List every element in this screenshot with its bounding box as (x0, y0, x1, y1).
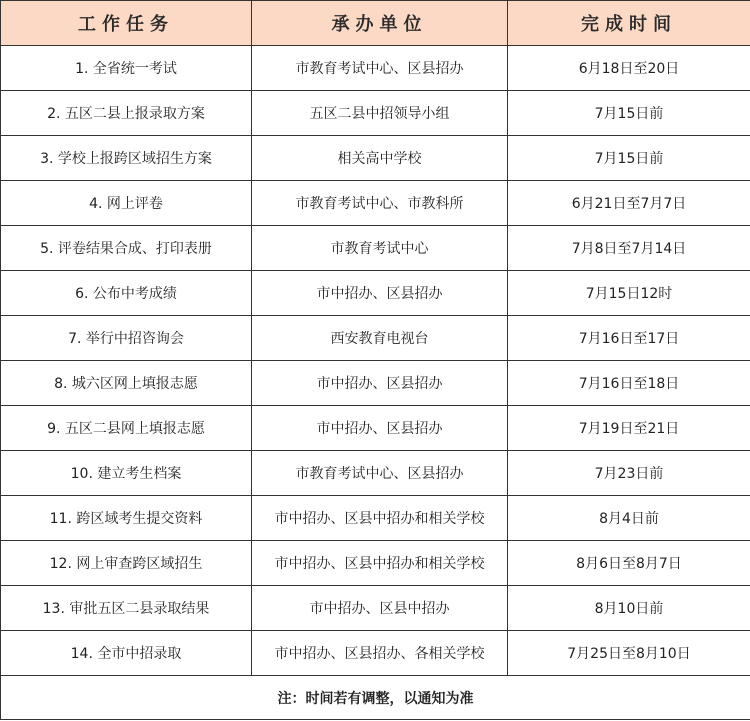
header-org: 承办单位 (252, 1, 508, 46)
table-row (1, 271, 750, 316)
org-cell: 市教育考试中心、区县招办 (252, 451, 508, 496)
time-cell: 6月21日至7月7日 (508, 181, 750, 226)
table-row (1, 406, 750, 451)
task-cell: 7. 举行中招咨询会 (1, 316, 252, 361)
task-cell: 4. 网上评卷 (1, 181, 252, 226)
task-cell: 8. 城六区网上填报志愿 (1, 361, 252, 406)
task-cell: 14. 全市中招录取 (1, 631, 252, 676)
table-row (1, 226, 750, 271)
table-header (1, 1, 750, 46)
time-cell: 6月18日至20日 (508, 46, 750, 91)
table-row (1, 91, 750, 136)
org-cell: 市教育考试中心、区县招办 (252, 46, 508, 91)
task-cell: 12. 网上审查跨区域招生 (1, 541, 252, 586)
task-cell: 11. 跨区域考生提交资料 (1, 496, 252, 541)
task-cell: 10. 建立考生档案 (1, 451, 252, 496)
org-cell: 市中招办、区县中招办和相关学校 (252, 541, 508, 586)
note-text: 注：时间若有调整，以通知为准 (1, 676, 750, 720)
time-cell: 8月6日至8月7日 (508, 541, 750, 586)
time-cell: 7月16日至18日 (508, 361, 750, 406)
time-cell: 7月15日前 (508, 136, 750, 181)
org-cell: 市中招办、区县中招办 (252, 586, 508, 631)
time-cell: 7月16日至17日 (508, 316, 750, 361)
header-time: 完成时间 (508, 1, 750, 46)
time-cell: 7月15日12时 (508, 271, 750, 316)
org-cell: 西安教育电视台 (252, 316, 508, 361)
org-cell: 市中招办、区县招办 (252, 406, 508, 451)
time-cell: 8月10日前 (508, 586, 750, 631)
table-row (1, 181, 750, 226)
task-cell: 3. 学校上报跨区域招生方案 (1, 136, 252, 181)
org-cell: 市中招办、区县招办 (252, 271, 508, 316)
header-row (1, 1, 750, 46)
table-row (1, 46, 750, 91)
org-cell: 市中招办、区县招办、各相关学校 (252, 631, 508, 676)
org-cell: 五区二县中招领导小组 (252, 91, 508, 136)
org-cell: 市中招办、区县中招办和相关学校 (252, 496, 508, 541)
time-cell: 7月19日至21日 (508, 406, 750, 451)
time-cell: 7月23日前 (508, 451, 750, 496)
table-row (1, 136, 750, 181)
table-row (1, 496, 750, 541)
task-cell: 1. 全省统一考试 (1, 46, 252, 91)
table-row (1, 586, 750, 631)
table-row (1, 541, 750, 586)
task-cell: 13. 审批五区二县录取结果 (1, 586, 252, 631)
time-cell: 7月25日至8月10日 (508, 631, 750, 676)
org-cell: 相关高中学校 (252, 136, 508, 181)
time-cell: 7月8日至7月14日 (508, 226, 750, 271)
org-cell: 市教育考试中心、市教科所 (252, 181, 508, 226)
task-cell: 5. 评卷结果合成、打印表册 (1, 226, 252, 271)
task-cell: 9. 五区二县网上填报志愿 (1, 406, 252, 451)
time-cell: 7月15日前 (508, 91, 750, 136)
table-row (1, 361, 750, 406)
time-cell: 8月4日前 (508, 496, 750, 541)
table-row (1, 316, 750, 361)
table-footer (1, 676, 750, 720)
org-cell: 市教育考试中心 (252, 226, 508, 271)
note-row (1, 676, 750, 720)
task-cell: 2. 五区二县上报录取方案 (1, 91, 252, 136)
task-cell: 6. 公布中考成绩 (1, 271, 252, 316)
org-cell: 市中招办、区县招办 (252, 361, 508, 406)
header-task: 工作任务 (1, 1, 252, 46)
table-row (1, 451, 750, 496)
table-body (1, 46, 750, 676)
table-row (1, 631, 750, 676)
